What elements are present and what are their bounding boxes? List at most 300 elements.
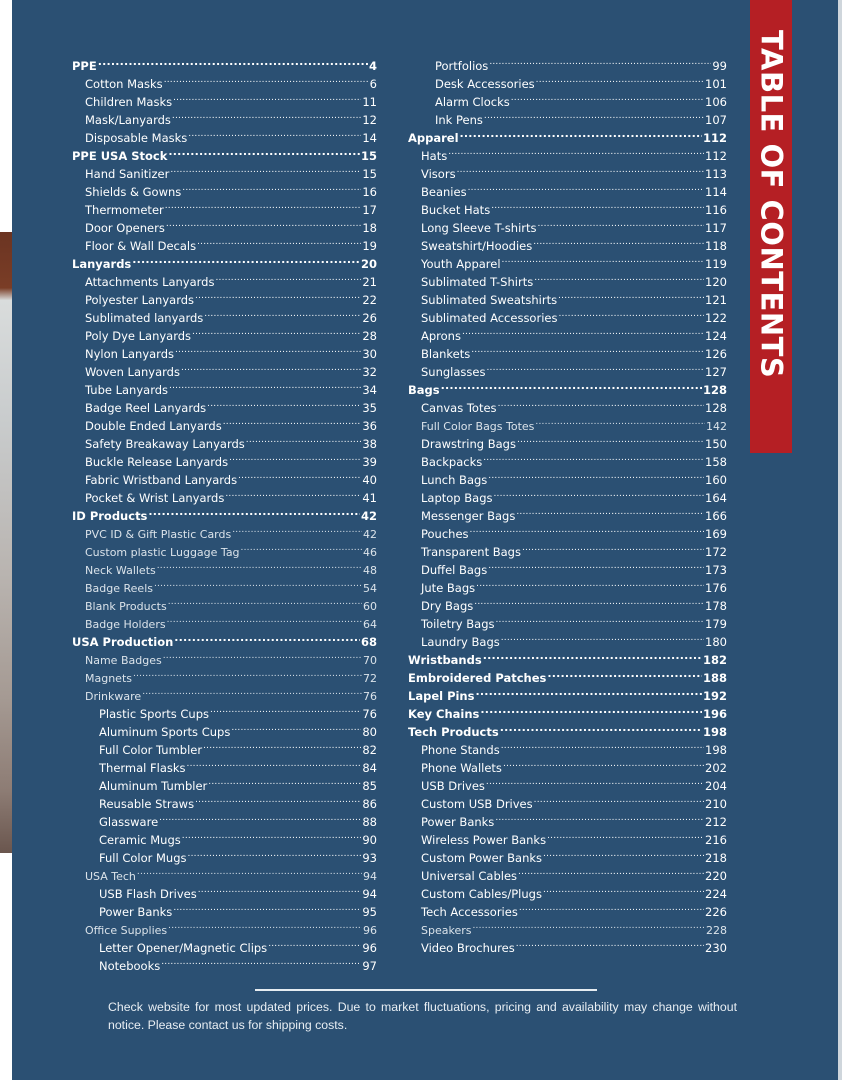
toc-entry[interactable] [408, 142, 727, 163]
toc-entry[interactable] [408, 160, 727, 181]
toc-section-entry[interactable] [408, 682, 727, 703]
toc-entry[interactable] [408, 448, 727, 469]
dot-leader [502, 250, 705, 268]
toc-entry[interactable] [72, 934, 377, 955]
toc-entry[interactable] [72, 718, 377, 739]
toc-entry[interactable] [72, 646, 377, 667]
toc-entry[interactable] [72, 952, 377, 973]
toc-entry-label: Door Openers [85, 221, 165, 235]
toc-entry-page: 114 [705, 185, 727, 199]
dot-leader [231, 718, 361, 736]
dot-leader [166, 214, 362, 232]
dot-leader [161, 952, 361, 970]
toc-entry[interactable] [72, 268, 377, 289]
dot-leader [188, 844, 362, 862]
toc-section-entry[interactable] [72, 502, 377, 523]
toc-entry-page: 224 [705, 887, 727, 901]
toc-entry-label: Name Badges [85, 654, 162, 667]
toc-entry[interactable] [408, 214, 727, 235]
page-edge [838, 0, 842, 1080]
toc-entry[interactable] [72, 124, 377, 145]
dot-leader [241, 538, 362, 556]
toc-entry[interactable] [72, 880, 377, 901]
toc-entry-label: Messenger Bags [421, 509, 516, 523]
toc-entry-label: Badge Reel Lanyards [85, 401, 207, 415]
dot-leader [547, 826, 704, 844]
toc-entry-label: Full Color Tumbler [99, 743, 203, 757]
toc-title-tab [750, 0, 792, 453]
toc-entry-label: PPE USA Stock [72, 149, 168, 163]
toc-entry-page: 17 [362, 203, 377, 217]
toc-entry-page: 173 [705, 563, 727, 577]
toc-entry[interactable] [408, 826, 727, 847]
toc-entry-label: Power Banks [99, 905, 173, 919]
footer-note: Check website for most updated prices. Due to market fluctuations, pricing and availability may change without notice. Please contact us for shipping costs. [108, 1000, 737, 1032]
toc-entry[interactable] [72, 214, 377, 235]
toc-entry[interactable] [408, 862, 727, 883]
dot-leader [472, 916, 705, 934]
toc-entry-page: 96 [362, 941, 377, 955]
dot-leader [246, 430, 362, 448]
toc-entry[interactable] [72, 484, 377, 505]
toc-entry[interactable] [408, 178, 727, 199]
toc-entry-page: 212 [705, 815, 727, 829]
toc-entry-page: 172 [705, 545, 727, 559]
toc-entry[interactable] [72, 340, 377, 361]
toc-entry-page: 30 [362, 347, 377, 361]
dot-leader [480, 700, 702, 718]
toc-entry-label: Embroidered Patches [408, 671, 547, 685]
toc-entry[interactable] [72, 430, 377, 451]
toc-entry-label: Beanies [421, 185, 467, 199]
dot-leader [195, 286, 361, 304]
toc-entry[interactable] [408, 502, 727, 523]
toc-entry-label: Sublimated lanyards [85, 311, 204, 325]
toc-entry-page: 210 [705, 797, 727, 811]
toc-entry-page: 158 [705, 455, 727, 469]
toc-entry-label: Safety Breakaway Lanyards [85, 437, 245, 451]
toc-entry-page: 126 [705, 347, 727, 361]
toc-section-entry[interactable] [408, 700, 727, 721]
toc-section-entry[interactable] [72, 250, 377, 271]
toc-right-column [408, 52, 727, 955]
toc-entry-label: Backpacks [421, 455, 483, 469]
toc-entry[interactable] [408, 556, 727, 577]
toc-entry-page: 120 [705, 275, 727, 289]
dot-leader [500, 718, 702, 736]
toc-entry-label: Jute Bags [421, 581, 476, 595]
dot-leader [491, 196, 704, 214]
toc-section-entry[interactable] [408, 664, 727, 685]
toc-entry-label: Custom Power Banks [421, 851, 543, 865]
dot-leader [518, 862, 704, 880]
toc-entry[interactable] [408, 574, 727, 595]
dot-leader [503, 754, 704, 772]
toc-section-entry[interactable] [408, 646, 727, 667]
dot-leader [197, 232, 361, 250]
dot-leader [142, 682, 362, 700]
toc-entry-page: 216 [705, 833, 727, 847]
toc-entry-page: 150 [705, 437, 727, 451]
dot-leader [208, 772, 361, 790]
toc-entry-label: Desk Accessories [435, 77, 535, 91]
toc-entry-label: Blankets [421, 347, 471, 361]
toc-entry-label: Polyester Lanyards [85, 293, 195, 307]
toc-entry[interactable] [408, 628, 727, 649]
toc-entry-label: Office Supplies [85, 924, 168, 937]
toc-entry-label: Disposable Masks [85, 131, 188, 145]
toc-entry-page: 179 [705, 617, 727, 631]
dot-leader [182, 826, 362, 844]
toc-entry-page: 20 [360, 257, 377, 271]
toc-entry-label: PPE [72, 59, 97, 73]
toc-entry[interactable] [408, 232, 727, 253]
toc-section-entry[interactable] [408, 718, 727, 739]
toc-entry[interactable] [72, 682, 377, 703]
dot-leader [486, 772, 704, 790]
toc-entry-page: 21 [362, 275, 377, 289]
toc-entry[interactable] [72, 448, 377, 469]
dot-leader [169, 376, 361, 394]
dot-leader [517, 430, 704, 448]
toc-section-entry[interactable] [72, 142, 377, 163]
toc-entry[interactable] [408, 538, 727, 559]
dot-leader [543, 880, 704, 898]
toc-entry-label: Thermal Flasks [99, 761, 186, 775]
toc-entry-page: 68 [360, 635, 377, 649]
toc-entry[interactable] [72, 412, 377, 433]
dot-leader [489, 52, 711, 70]
toc-entry-page: 76 [362, 707, 377, 721]
dot-leader [516, 502, 704, 520]
toc-entry-label: Buckle Release Lanyards [85, 455, 229, 469]
dot-leader [484, 106, 704, 124]
dot-leader [154, 574, 362, 592]
toc-entry-page: 39 [362, 455, 377, 469]
toc-entry-label: Sublimated T-Shirts [421, 275, 534, 289]
dot-leader [192, 322, 361, 340]
toc-entry-page: 94 [363, 870, 377, 883]
toc-entry[interactable] [72, 358, 377, 379]
toc-entry-label: Floor & Wall Decals [85, 239, 197, 253]
dot-leader [501, 736, 704, 754]
toc-entry[interactable] [72, 826, 377, 847]
toc-entry-page: 96 [363, 924, 377, 937]
toc-entry-page: 90 [362, 833, 377, 847]
dot-leader [558, 304, 704, 322]
toc-entry[interactable] [72, 700, 377, 721]
toc-entry-page: 84 [362, 761, 377, 775]
toc-section-entry[interactable] [408, 376, 727, 397]
toc-entry-label: Laundry Bags [421, 635, 500, 649]
toc-entry[interactable] [408, 754, 727, 775]
toc-entry-page: 95 [362, 905, 377, 919]
toc-entry[interactable] [408, 304, 727, 325]
dot-leader [460, 124, 702, 142]
dot-leader [543, 844, 704, 862]
toc-entry-label: Video Brochures [421, 941, 515, 955]
toc-entry[interactable] [408, 916, 727, 937]
dot-leader [457, 160, 704, 178]
toc-entry[interactable] [72, 106, 377, 127]
toc-entry[interactable] [72, 736, 377, 757]
toc-entry-page: 124 [705, 329, 727, 343]
dot-leader [511, 88, 704, 106]
toc-entry-page: 48 [363, 564, 377, 577]
toc-entry[interactable] [408, 430, 727, 451]
toc-entry[interactable] [408, 772, 727, 793]
dot-leader [483, 646, 702, 664]
toc-entry[interactable] [408, 466, 727, 487]
toc-entry-label: Youth Apparel [421, 257, 501, 271]
dot-leader [547, 664, 702, 682]
dot-leader [159, 808, 361, 826]
toc-entry-page: 169 [705, 527, 727, 541]
toc-entry-page: 112 [702, 131, 727, 145]
toc-entry-label: Laptop Bags [421, 491, 493, 505]
toc-entry-label: Thermometer [85, 203, 164, 217]
toc-entry-page: 164 [705, 491, 727, 505]
toc-entry-label: Bags [408, 383, 440, 397]
toc-entry-page: 218 [705, 851, 727, 865]
toc-entry-label: Cotton Masks [85, 77, 163, 91]
toc-entry[interactable] [408, 790, 727, 811]
dot-leader [558, 286, 704, 304]
toc-entry[interactable] [72, 304, 377, 325]
toc-entry[interactable] [72, 538, 377, 559]
toc-entry[interactable] [72, 556, 377, 577]
dot-leader [98, 52, 368, 70]
toc-entry-page: 12 [362, 113, 377, 127]
toc-entry-label: Apparel [408, 131, 459, 145]
toc-entry[interactable] [72, 160, 377, 181]
toc-entry-label: Pouches [421, 527, 469, 541]
toc-entry[interactable] [72, 70, 377, 91]
toc-entry-label: Lunch Bags [421, 473, 488, 487]
toc-entry-label: Mask/Lanyards [85, 113, 171, 127]
dot-leader [476, 574, 704, 592]
toc-entry-label: Badge Holders [85, 618, 166, 631]
toc-entry-label: Drinkware [85, 690, 142, 703]
toc-entry-label: Neck Wallets [85, 564, 156, 577]
toc-entry[interactable] [72, 232, 377, 253]
toc-entry[interactable] [72, 754, 377, 775]
dot-leader [534, 790, 704, 808]
toc-entry-page: 82 [362, 743, 377, 757]
toc-entry[interactable] [408, 106, 727, 127]
toc-entry[interactable] [408, 412, 727, 433]
toc-entry-label: Poly Dye Lanyards [85, 329, 192, 343]
toc-entry-page: 198 [705, 743, 727, 757]
toc-entry[interactable] [408, 340, 727, 361]
dot-leader [496, 610, 705, 628]
toc-entry-page: 4 [368, 59, 377, 73]
toc-entry-page: 128 [705, 401, 727, 415]
toc-entry-label: Full Color Bags Totes [421, 420, 535, 433]
dot-leader [198, 880, 362, 898]
toc-entry-label: Key Chains [408, 707, 480, 721]
dot-leader [474, 592, 704, 610]
toc-entry[interactable] [72, 178, 377, 199]
toc-entry-page: 230 [705, 941, 727, 955]
toc-entry-label: Alarm Clocks [435, 95, 510, 109]
dot-leader [448, 142, 704, 160]
toc-entry-page: 42 [360, 509, 377, 523]
toc-entry[interactable] [408, 268, 727, 289]
toc-entry[interactable] [72, 592, 377, 613]
toc-entry-page: 18 [362, 221, 377, 235]
dot-leader [195, 790, 361, 808]
toc-entry-page: 42 [363, 528, 377, 541]
toc-entry-page: 46 [363, 546, 377, 559]
toc-entry[interactable] [408, 520, 727, 541]
toc-entry-page: 107 [705, 113, 727, 127]
toc-entry-label: Ceramic Mugs [99, 833, 181, 847]
toc-entry-page: 101 [705, 77, 727, 91]
toc-entry-page: 97 [362, 959, 377, 973]
toc-entry-label: Attachments Lanyards [85, 275, 215, 289]
toc-entry[interactable] [72, 196, 377, 217]
toc-entry[interactable] [408, 898, 727, 919]
toc-entry-page: 26 [362, 311, 377, 325]
toc-entry-label: Pocket & Wrist Lanyards [85, 491, 225, 505]
dot-leader [441, 376, 702, 394]
toc-entry-label: Double Ended Lanyards [85, 419, 222, 433]
toc-entry[interactable] [72, 610, 377, 631]
toc-entry-label: Universal Cables [421, 869, 518, 883]
toc-entry[interactable] [408, 88, 727, 109]
toc-entry-label: Dry Bags [421, 599, 474, 613]
dot-leader [187, 754, 362, 772]
dot-leader [238, 466, 361, 484]
toc-entry-page: 220 [705, 869, 727, 883]
toc-title: TABLE OF CONTENTS [754, 30, 789, 379]
toc-entry-page: 188 [702, 671, 727, 685]
toc-entry[interactable] [408, 484, 727, 505]
toc-entry[interactable] [408, 286, 727, 307]
dot-leader [172, 106, 361, 124]
dot-leader [495, 808, 704, 826]
toc-entry[interactable] [72, 394, 377, 415]
toc-section-entry[interactable] [408, 124, 727, 145]
toc-entry[interactable] [408, 52, 727, 73]
toc-entry-label: Custom Cables/Plugs [421, 887, 542, 901]
toc-entry-label: Hand Sanitizer [85, 167, 170, 181]
toc-entry[interactable] [408, 736, 727, 757]
toc-entry[interactable] [72, 574, 377, 595]
toc-entry[interactable] [72, 772, 377, 793]
toc-entry-label: Drawstring Bags [421, 437, 516, 451]
dot-leader [132, 250, 360, 268]
toc-entry-label: USB Flash Drives [99, 887, 197, 901]
toc-entry[interactable] [72, 808, 377, 829]
toc-entry-page: 35 [362, 401, 377, 415]
toc-entry[interactable] [408, 322, 727, 343]
toc-entry-label: Portfolios [435, 59, 489, 73]
toc-entry-label: Fabric Wristband Lanyards [85, 473, 238, 487]
dot-leader [535, 412, 705, 430]
dot-leader [207, 394, 361, 412]
toc-entry[interactable] [72, 466, 377, 487]
toc-entry[interactable] [72, 916, 377, 937]
toc-entry[interactable] [72, 664, 377, 685]
toc-entry-page: 88 [362, 815, 377, 829]
toc-entry-page: 54 [363, 582, 377, 595]
toc-entry[interactable] [72, 322, 377, 343]
toc-entry[interactable] [72, 862, 377, 883]
toc-entry[interactable] [72, 844, 377, 865]
toc-entry[interactable] [72, 88, 377, 109]
toc-entry-page: 86 [362, 797, 377, 811]
toc-entry-page: 176 [705, 581, 727, 595]
dot-leader [148, 502, 360, 520]
toc-entry-page: 127 [705, 365, 727, 379]
toc-entry[interactable] [72, 520, 377, 541]
toc-entry[interactable] [408, 394, 727, 415]
toc-section-entry[interactable] [72, 52, 377, 73]
toc-entry-label: USB Drives [421, 779, 485, 793]
toc-entry-page: 11 [362, 95, 377, 109]
toc-entry[interactable] [408, 592, 727, 613]
toc-entry-label: Hats [421, 149, 448, 163]
toc-entry-label: Tube Lanyards [85, 383, 169, 397]
toc-entry-page: 76 [363, 690, 377, 703]
toc-entry[interactable] [408, 196, 727, 217]
toc-entry[interactable] [408, 610, 727, 631]
toc-entry[interactable] [72, 898, 377, 919]
toc-entry[interactable] [408, 934, 727, 955]
toc-entry[interactable] [72, 376, 377, 397]
toc-entry-label: Phone Wallets [421, 761, 502, 775]
toc-entry[interactable] [408, 250, 727, 271]
toc-entry-page: 182 [702, 653, 727, 667]
dot-leader [168, 592, 362, 610]
dot-leader [516, 934, 704, 952]
toc-entry-label: Full Color Mugs [99, 851, 187, 865]
dot-leader [181, 358, 361, 376]
toc-entry[interactable] [72, 286, 377, 307]
toc-entry-page: 32 [362, 365, 377, 379]
dot-leader [170, 160, 361, 178]
dot-leader [462, 322, 704, 340]
toc-entry-label: Sublimated Accessories [421, 311, 558, 325]
toc-entry-label: Toiletry Bags [421, 617, 495, 631]
toc-entry-page: 113 [705, 167, 727, 181]
toc-entry-page: 72 [363, 672, 377, 685]
toc-entry-page: 16 [362, 185, 377, 199]
dot-leader [488, 466, 704, 484]
toc-entry-page: 94 [362, 887, 377, 901]
dot-leader [501, 628, 704, 646]
dot-leader [268, 934, 361, 952]
toc-entry[interactable] [408, 844, 727, 865]
toc-entry-label: Wristbands [408, 653, 482, 667]
toc-entry[interactable] [408, 808, 727, 829]
toc-entry-page: 202 [705, 761, 727, 775]
dot-leader [203, 736, 361, 754]
toc-entry[interactable] [408, 880, 727, 901]
toc-entry-label: Phone Stands [421, 743, 500, 757]
toc-entry-page: 28 [362, 329, 377, 343]
toc-entry[interactable] [408, 358, 727, 379]
toc-section-entry[interactable] [72, 628, 377, 649]
toc-entry-label: Ink Pens [435, 113, 483, 127]
toc-entry[interactable] [408, 70, 727, 91]
dot-leader [534, 268, 704, 286]
toc-entry[interactable] [72, 790, 377, 811]
dot-leader [157, 556, 362, 574]
toc-entry-label: Sublimated Sweatshirts [421, 293, 558, 307]
